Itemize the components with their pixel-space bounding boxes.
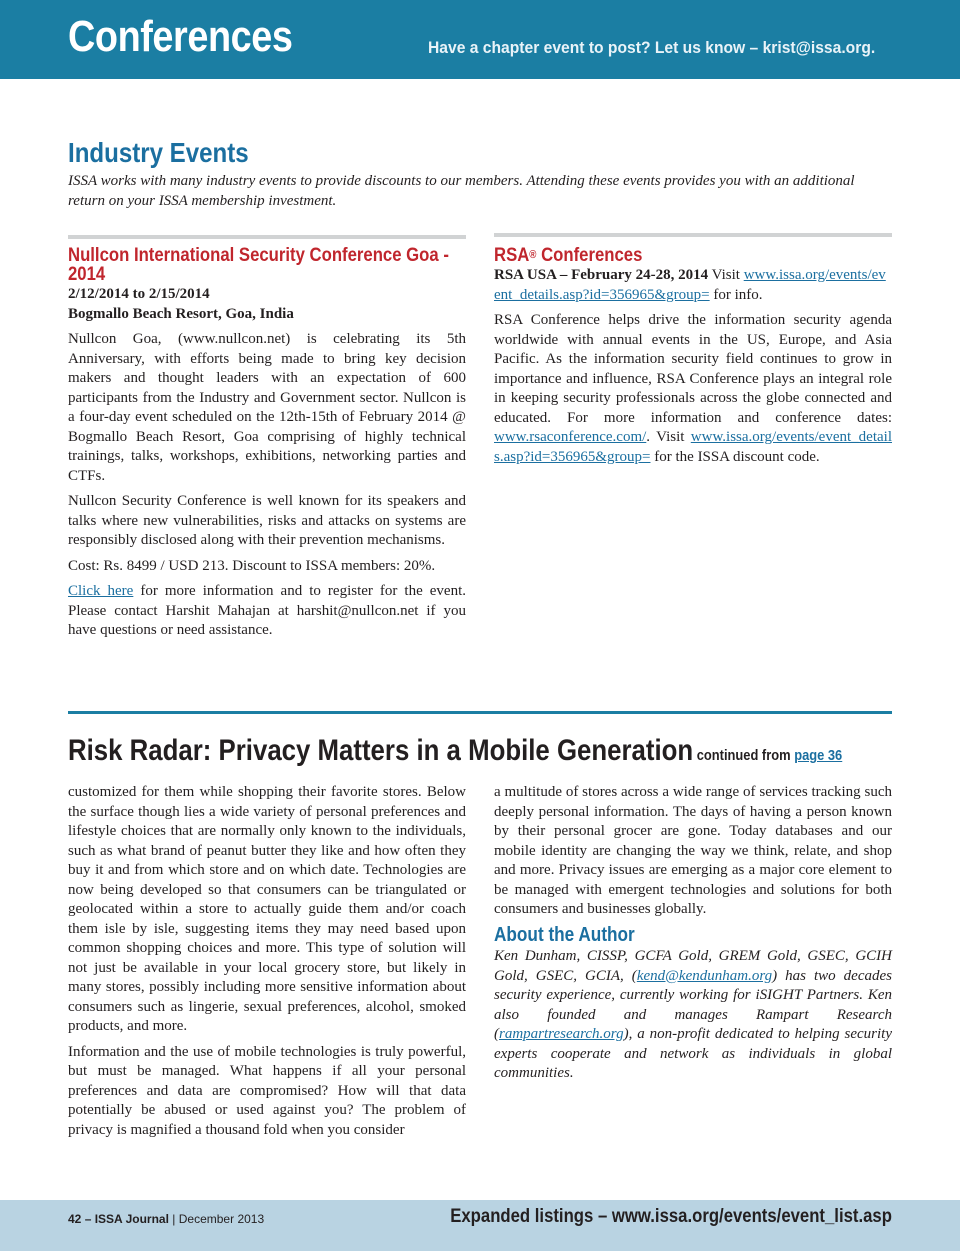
continued-text: continued from [693, 747, 795, 764]
risk-radar-title [68, 734, 842, 768]
rsa-title [494, 246, 642, 265]
nullcon-title: Nullcon International Security Conference Goa - 2014 [68, 245, 449, 285]
visit-text: Visit [708, 267, 744, 283]
nullcon-column [68, 285, 466, 647]
bio-text: Ken Dunham, CISSP, GCFA Gold, GREM Gold, GSEC, GCIH Gold, GSEC, GCIA, ( [494, 948, 892, 984]
journal-name: ISSA Journal [94, 1212, 169, 1226]
radar-paragraph: Information and the use of mobile technologies is truly powerful, but must be managed. What happens if all your personal preferences and data are compromised? How will that data potentially be abused or used against you? The problem of privacy is magnified a thousand fold when you consider [68, 1043, 466, 1138]
expanded-listings-link[interactable]: Expanded listings – www.issa.org/events/event_list.asp [450, 1206, 892, 1227]
registered-mark: ® [529, 249, 537, 261]
bio-text: ) has two decades security experience, currently working for iSIGHT Partners. Ken also founded and manages Rampart Research ( [494, 967, 892, 1042]
author-email-link[interactable]: kend@kendunham.org [636, 967, 773, 984]
page-footer [0, 1200, 960, 1251]
divider [68, 235, 466, 239]
about-author-title: About the Author [494, 923, 635, 946]
section-title: Conferences [68, 12, 293, 61]
rsa-column [494, 266, 892, 473]
folio-separator: | [168, 1212, 179, 1226]
rsa-discount-link[interactable]: www.issa.org/events/event_details.asp?id=356965&group= [494, 429, 892, 465]
industry-events-intro: ISSA works with many industry events to provide discounts to our members. Attending these events provides you with an additional return on your ISSA membership investment. [68, 173, 855, 209]
rsa-text-end: for the ISSA discount code. [650, 448, 820, 465]
rsa-paragraph [494, 311, 892, 467]
rampart-research-link[interactable]: rampartresearch.org [499, 1026, 624, 1042]
nullcon-paragraph: Nullcon Goa, (www.nullcon.net) is celebrating its 5th Anniversary, with efforts being made to bring key decision makers and thought leaders with an expectation of 600 participants from the Industry and Government sector. Nullcon is a four-day event scheduled on the 12th-15th of February 2014 @ Bogmallo Beach Resort, Goa comprising of highly technical trainings, talks, workshops, exhibitions, networking parties and CTFs. [68, 331, 466, 484]
risk-radar-headline: Risk Radar: Privacy Matters in a Mobile Generation [68, 734, 694, 767]
header-note: Have a chapter event to post? Let us know – krist@issa.org. [428, 38, 876, 57]
nullcon-cost: Cost: Rs. 8499 / USD 213. Discount to ISSA members: 20%. [68, 557, 436, 574]
rsa-info-link[interactable]: www.issa.org/events/event_details.asp?id=356965&group= [494, 267, 886, 303]
radar-paragraph: customized for them while shopping their favorite stores. Below the surface though lies a wide variety of personal preferences and lifestyle choices that are normally only known to the individuals, such as what brand of peanut butter they like and how often they buy it and from which store and on which date. Technologies are now being developed so that consumers can be triangulated or geolocated within a store to actually guide them and/or coach them isle by isle, suggesting items they may need based upon common shopping choices and more. This type of solution will not just be available in your local grocery store, but likely in many stores, possibly including more sensitive information about consumers such as lingerie, sexual preferences, alcohol, smoked products, and more. [68, 784, 466, 1034]
click-here-link[interactable]: Click here [68, 583, 134, 599]
rsaconference-link[interactable]: www.rsaconference.com/ [494, 429, 647, 445]
page-header [0, 0, 960, 79]
register-text: for more information and to register for the event. Please contact Harshit Mahajan at harshit@nullcon.net if you have questions or need assistance. [68, 583, 467, 638]
nullcon-paragraph: Nullcon Security Conference is well known for its speakers and talks where new vulnerabilities, risks and attacks on systems are responsibly disclosed along with their prevention mechanisms. [68, 493, 466, 548]
rsa-title-brand: RSA [494, 245, 530, 266]
nullcon-venue: Bogmallo Beach Resort, Goa, India [68, 305, 294, 322]
section-divider [68, 711, 892, 714]
radar-left-column [68, 783, 466, 1146]
issue-date: December 2013 [178, 1212, 265, 1226]
page-36-link[interactable]: page 36 [794, 747, 843, 764]
author-bio [494, 947, 892, 1084]
radar-paragraph: a multitude of stores across a wide range of services tracking such deeply personal information. The days of having a person known by their personal grocer are gone. Today databases and our mobile identity are changing the way we think, relate, and shop and more. Privacy issues are emerging as a major core element to be managed with emergent technologies and solutions for both consumers and businesses globally. [494, 784, 892, 917]
nullcon-dates: 2/12/2014 to 2/15/2014 [68, 286, 210, 302]
rsa-dates: RSA USA – February 24-28, 2014 [494, 267, 709, 283]
page-number: 42 [68, 1212, 82, 1226]
nullcon-register-paragraph [68, 582, 466, 641]
visit-text: . Visit [646, 429, 691, 445]
folio [68, 1212, 264, 1226]
rsa-title-rest: Conferences [536, 245, 643, 266]
bio-text-end: ), a non-profit dedicated to helping security experts cooperate and network as individuals in global communities. [494, 1026, 892, 1081]
radar-right-column [494, 783, 892, 1090]
rsa-dates-paragraph [494, 266, 892, 305]
industry-events-title: Industry Events [68, 137, 249, 168]
info-text: for info. [709, 286, 763, 303]
divider [494, 233, 892, 237]
rsa-text: RSA Conference helps drive the information security agenda worldwide with annual events in the US, Europe, and Asia Pacific. As the information security field continues to grow in importance and influence, RSA Conference plays an integral role in keeping security professionals across the globe connected and educated. For more information and conference dates: [494, 312, 892, 426]
folio-dash: – [81, 1212, 95, 1226]
